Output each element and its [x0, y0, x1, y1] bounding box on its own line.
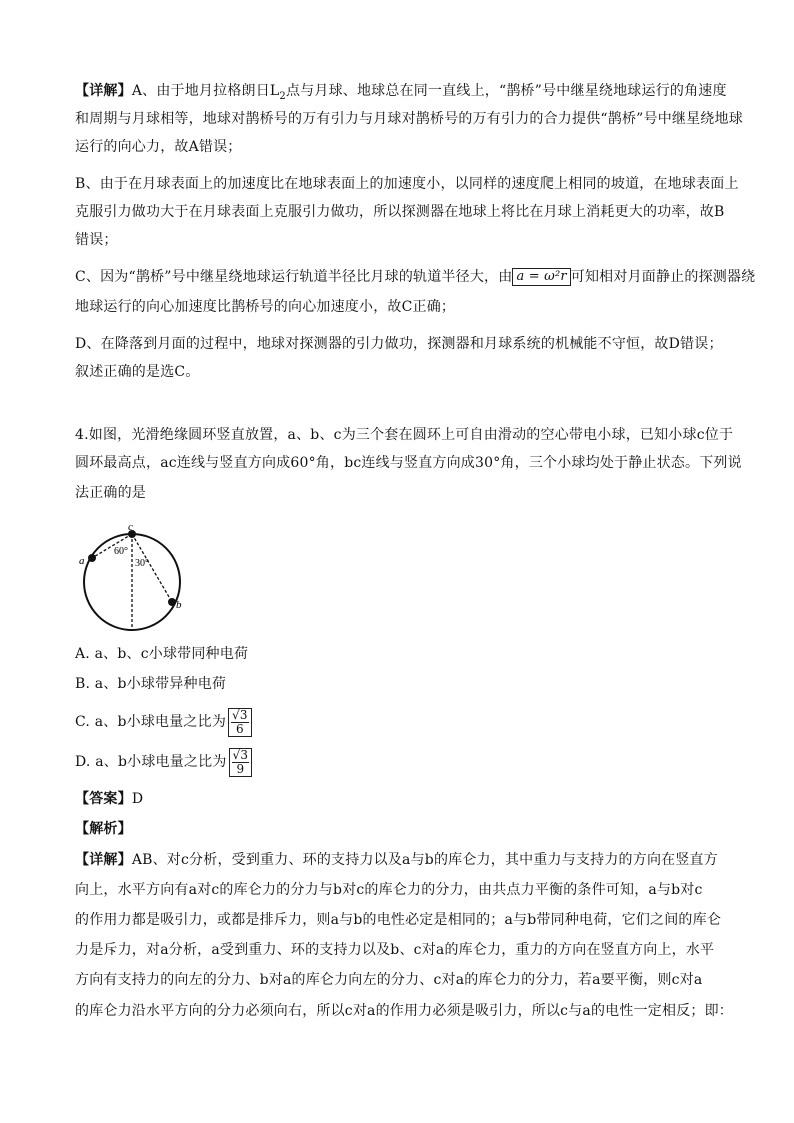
- detail-line-3: 运行的向心力，故A错误；: [75, 139, 242, 155]
- ball-b: [168, 598, 176, 606]
- detail-line-2: 和周期与月球相等，地球对鹊桥号的万有引力与月球对鹊桥号的万有引力的合力提供“鹊桥”号中继星绕地球: [75, 111, 743, 127]
- option-d: D. a、b小球电量之比为 $\frac{√3}{9}$: [75, 744, 730, 780]
- ball-a: [88, 554, 96, 562]
- analysis-detail-label: 【详解】: [75, 852, 132, 868]
- label-b: b: [176, 599, 182, 611]
- analysis-line-1: 【详解】AB、对c分析，受到重力、环的支持力以及a与b的库仑力，其中重力与支持力的方向在竖直方: [75, 852, 718, 868]
- detail-line-4: B、由于在月球表面上的加速度比在地球表面上的加速度小，以同样的速度爬上相同的坡道，在地球表面上: [75, 176, 739, 192]
- fraction-d: $\frac{√3}{9}$: [229, 748, 253, 777]
- analysis-line-3: 的作用力都是吸引力，或都是排斥力，则a与b的电性必定是相同的；a与b带同种电荷，它们之间的库仑: [75, 912, 722, 928]
- analysis-line-6: 的库仑力沿水平方向的分力必须向右，所以c对a的作用力必须是吸引力，所以c与a的电性一定相反；即：: [75, 1003, 733, 1019]
- question-line-2: 圆环最高点，ac连线与竖直方向成60°角，bc连线与竖直方向成30°角，三个小球均处于静止状态。下列说: [75, 455, 742, 471]
- detail-line-10: 叙述正确的是选C。: [75, 364, 200, 380]
- question-line-3: 法正确的是: [75, 485, 146, 501]
- option-c: C. a、b小球电量之比为 $\frac{√3}{6}$: [75, 704, 730, 740]
- detail-line-7: C、因为“鹊桥”号中继星绕地球运行轨道半径比月球的轨道半径大，由 a = ω²r 可知相对月面静止的探测器绕: [75, 269, 756, 285]
- detail-line-6: 错误；: [75, 232, 118, 248]
- answer-label: 【答案】: [75, 791, 132, 807]
- ring-diagram: [75, 520, 190, 632]
- fraction-c: $\frac{√3}{6}$: [228, 708, 252, 737]
- option-b: B. a、b小球带异种电荷: [75, 676, 227, 692]
- answer-line: [75, 788, 730, 810]
- label-a: a: [79, 555, 85, 567]
- analysis-label: 【解析】: [75, 821, 132, 837]
- detail-line-9: D、在降落到月面的过程中，地球对探测器的引力做功，探测器和月球系统的机械能不守恒，故D错误；: [75, 336, 723, 352]
- detail-line-5: 克服引力做功大于在月球表面上克服引力做功，所以探测器在地球上将比在月球上消耗更大的功率，故B: [75, 204, 725, 220]
- detail-line-8: 地球运行的向心加速度比鹊桥号的向心加速度小，故C正确；: [75, 299, 456, 315]
- analysis-line-5: 方向有支持力的向左的分力、b对a的库仑力向左的分力、c对a的库仑力的分力，若a要平衡，则c对a: [75, 972, 703, 988]
- angle-60-label: 60°: [114, 546, 128, 557]
- answer-value: D: [131, 791, 144, 807]
- analysis-line-4: 力是斥力，对a分析，a受到重力、环的支持力以及b、c对a的库仑力，重力的方向在竖直方向上，水平: [75, 942, 715, 958]
- ring-figure: [75, 520, 190, 632]
- detail-line-1: 【详解】A、由于地月拉格朗日$L_2$点与月球、地球总在同一直线上，“鹊桥”号中继星绕地球运行的角速度: [75, 83, 727, 102]
- angle-30-label: 30°: [135, 558, 149, 569]
- label-c: c: [128, 521, 133, 533]
- question-line-1: 4.如图，光滑绝缘圆环竖直放置，a、b、c为三个套在圆环上可自由滑动的空心带电小球，已知小球c位于: [75, 427, 734, 443]
- formula-box: a = ω²r: [512, 268, 570, 286]
- detail-label: 【详解】: [75, 83, 132, 99]
- analysis-line-2: 向上，水平方向有a对c的库仑力的分力与b对c的库仑力的分力，由共点力平衡的条件可知，a与b对c: [75, 882, 703, 898]
- option-a: A. a、b、c小球带同种电荷: [75, 646, 249, 662]
